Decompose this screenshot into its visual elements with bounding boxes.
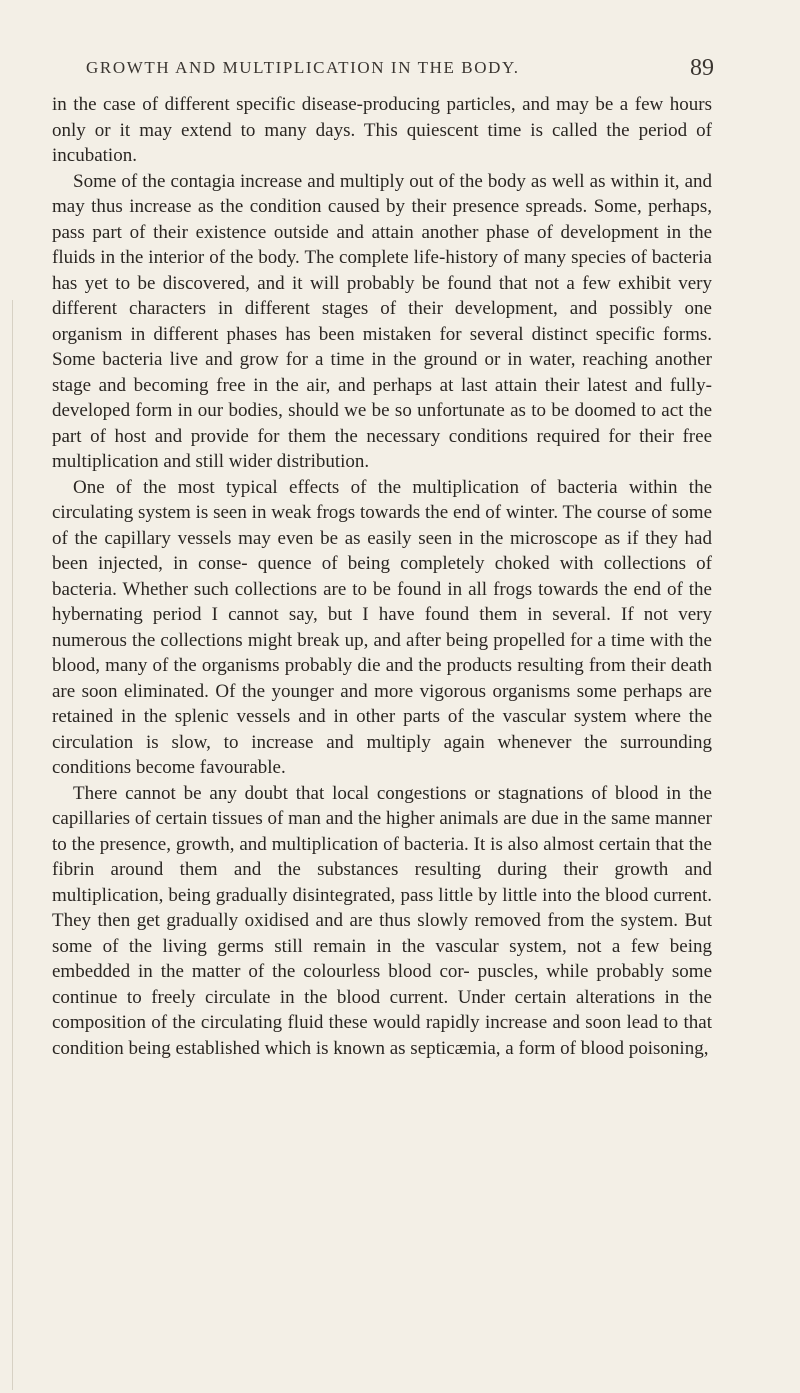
page-number: 89 (690, 55, 714, 81)
paragraph-congestions: There cannot be any doubt that local congestions or stagnations of blood in the capillaries of certain tissues of man and the higher animals are due in the same manner to the presence, growth, and multiplication of bacteria. It is also almost certain that the fibrin around them and the substances resulting during their growth and multiplication, being gradually disintegrated, pass little by little into the blood current. They then get gradually oxidised and are thus slowly removed from the system. But some of the living germs still remain in the vascular system, not a few being embedded in the matter of the colourless blood cor- puscles, while probably some continue to freely circulate in the blood current. Under certain alterations in the composition of the circulating fluid these would rapidly increase and soon lead to that condition being established which is known as septicæmia, a form of blood poisoning, (52, 782, 712, 1059)
page-header (86, 53, 714, 83)
paragraph-contagia: Some of the contagia increase and multiply out of the body as well as within it, and may thus increase as the condition caused by their presence spreads. Some, perhaps, pass part of their existence outside and attain another phase of development in the fluids in the interior of the body. The complete life-history of many species of bacteria has yet to be discovered, and it will probably be found that not a few exhibit very different characters in different stages of their development, and possibly one organism in different phases has been mistaken for several distinct specific forms. Some bacteria live and grow for a time in the ground or in water, reaching another stage and becoming free in the air, and perhaps at last attain their latest and fully-developed form in our bodies, should we be so unfortunate as to be doomed to act the part of host and provide for them the necessary conditions required for their free multiplication and still wider distribution. (52, 170, 712, 472)
paragraph-continuation: in the case of different specific disease-producing particles, and may be a few hours only or it may extend to many days. This quiescent time is called the period of incubation. (52, 94, 712, 166)
paragraph-frogs: One of the most typical effects of the multiplication of bacteria within the circulating system is seen in weak frogs towards the end of winter. The course of some of the capillary vessels may even be as easily seen in the microscope as if they had been injected, in conse- quence of being completely choked with collections of bacteria. Whether such collections are to be found in all frogs towards the end of the hybernating period I cannot say, but I have found them in several. If not very numerous the collections might break up, and after being propelled for a time with the blood, many of the organisms probably die and the products resulting from their death are soon eliminated. Of the younger and more vigorous organisms some perhaps are retained in the splenic vessels and in other parts of the vascular system where the circulation is slow, to increase and multiply again whenever the surrounding conditions become favourable. (52, 476, 712, 778)
running-title: GROWTH AND MULTIPLICATION IN THE BODY. (86, 58, 520, 77)
body-text (52, 92, 712, 1061)
page-edge-shadow (12, 300, 13, 1390)
